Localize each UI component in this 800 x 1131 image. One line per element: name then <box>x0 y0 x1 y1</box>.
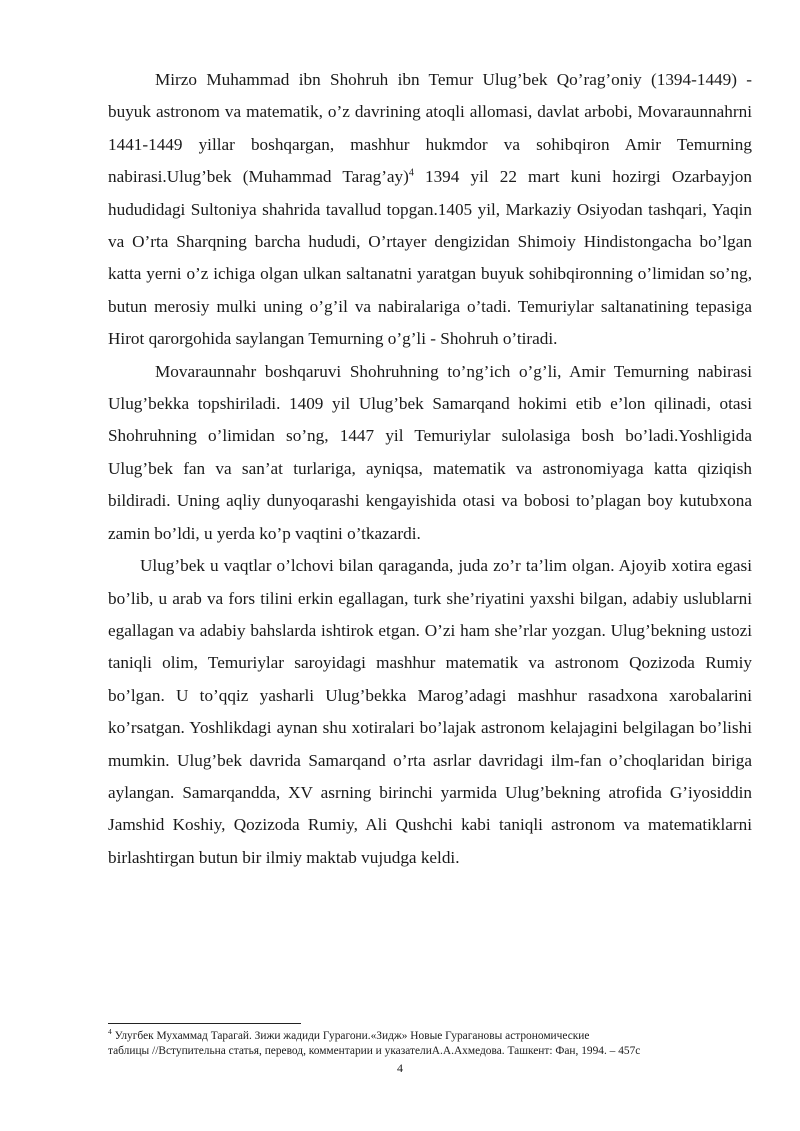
footnote-reference[interactable]: 4 <box>408 167 414 179</box>
paragraph-3: Ulug’bek u vaqtlar o’lchovi bilan qaraganda, juda zo’r ta’lim olgan. Ajoyib xotira egasi bo’lib, u arab va fors tilini erkin egallagan, turk she’riyatini yaxshi bilgan, adabiy uslublarni egallagan va adabiy bahslarda ishtirok etgan. O’zi ham she’rlar yozgan. Ulug’bekning ustozi taniqli olim, Temuriylar saroyidagi mashhur matematik va astronom Qozizoda Rumiy bo’lgan. U to’qqiz yasharli Ulug’bekka Marog’adagi mashhur rasadxona xarobalarini ko’rsatgan. Yoshlikdagi aynan shu xotiralari bo’lajak astronom kelajagini belgilagan bo’lishi mumkin. Ulug’bek davrida Samarqand o’rta asrlar davridagi ilm-fan o’choqlaridan biriga aylangan. Samarqandda, XV asrning birinchi yarmida Ulug’bekning atrofida G’iyosiddin Jamshid Koshiy, Qozizoda Rumiy, Ali Qushchi kabi taniqli astronom va matematiklarni birlashtirgan butun bir ilmiy maktab vujudga keldi. <box>108 556 752 867</box>
footnote-line-2: таблицы //Вступительна статья, перевод, комментарии и указателиА.А.Ахмедова. Ташкент: Фан, 1994. – 457с <box>108 1045 641 1057</box>
paragraph-2: Movaraunnahr boshqaruvi Shohruhning to’ng’ich o’g’li, Amir Temurning nabirasi Ulug’bekka topshiriladi. 1409 yil Ulug’bek Samarqand hokimi etib e’lon qilinadi, otasi Shohruhning o’limidan so’ng, 1447 yil Temuriylar sulolasiga bosh bo’ladi.Yoshligida Ulug’bek fan va san’at turlariga, ayniqsa, matematik va astronomiyaga katta qiziqish bildiradi. Uning aqliy dunyoqarashi kengayishida otasi va bobosi to’plagan boy kutubxona zamin bo’ldi, u yerda ko’p vaqtini o’tkazardi. <box>108 361 752 543</box>
page-number: 4 <box>397 1061 403 1075</box>
body-text <box>108 64 752 874</box>
footnote-separator <box>108 1023 301 1024</box>
footnote <box>108 1029 752 1059</box>
footnote-line-1 <box>108 1029 752 1044</box>
paragraph-1 <box>108 64 752 356</box>
footnote-marker: 4 <box>108 1027 112 1037</box>
paragraph-1-part-b: 1394 yil 22 mart kuni hozirgi Ozarbayjon hududidagi Sultoniya shahrida tavallud topgan.1405 yil, Markaziy Osiyodan tashqari, Yaqin va O’rta Sharqning barcha hududi, O’rtayer dengizidan Shimoiy Hindistongacha bo’lgan katta yerni o’z ichiga olgan ulkan saltanatni yaratgan buyuk sohibqironning o’limidan so’ng, butun merosiy mulki uning o’g’il va nabiralariga o’tadi. Temuriylar saltanatining tepasiga Hirot qarorgohida saylangan Temurning o’g’li - Shohruh o’tiradi. <box>108 167 752 349</box>
paragraph-1-part-a: Mirzo Muhammad ibn Shohruh ibn Temur Ulug’bek Qo’rag’oniy (1394-1449) - buyuk astronom va matematik, o’z davrining atoqli allomasi, davlat arbobi, Movaraunnahrni 1441-1449 yillar boshqargan, mashhur hukmdor va sohibqiron Amir Temurning nabirasi.Ulug’bek (Muhammad Tarag’ay) <box>108 70 752 187</box>
footnote-text-1: Улугбек Мухаммад Тарагай. Зижи жадиди Гурагони.«Зидж» Новые Гурагановы астрономические <box>111 1030 590 1042</box>
